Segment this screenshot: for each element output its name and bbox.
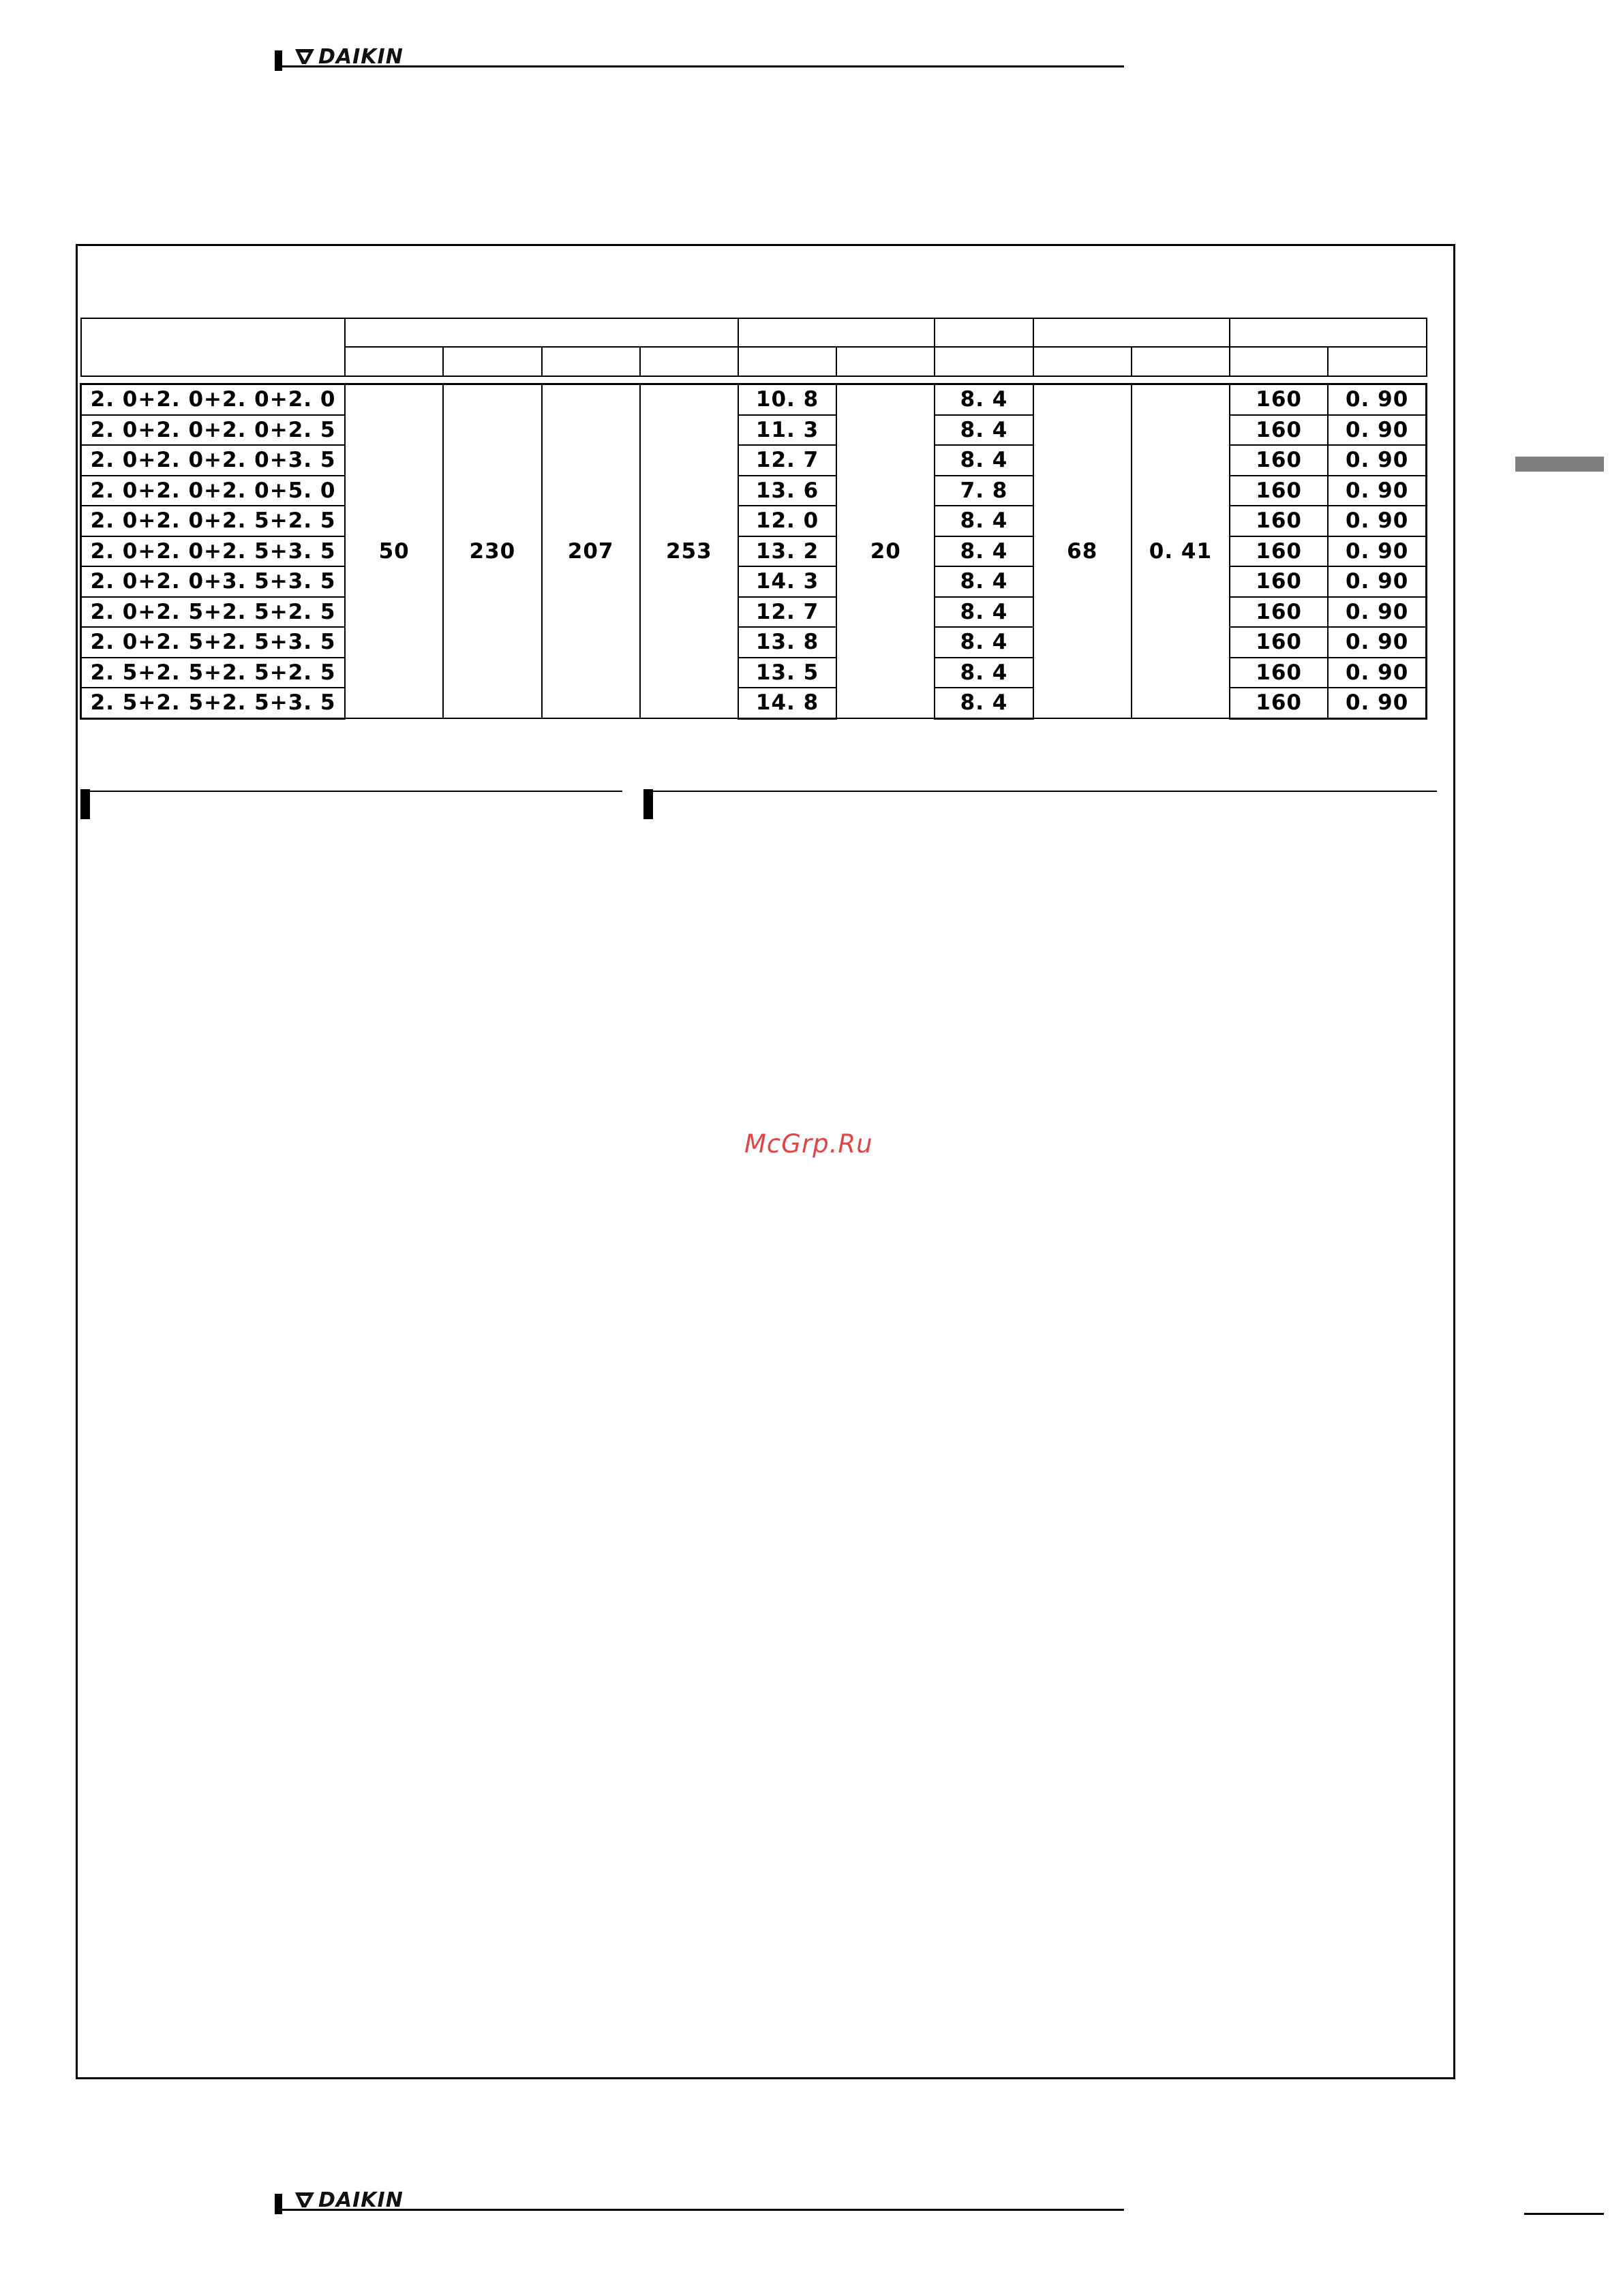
merged-value-68: 68 bbox=[1033, 384, 1132, 719]
value-cell: 160 bbox=[1230, 445, 1328, 476]
value-cell: 8. 4 bbox=[935, 445, 1033, 476]
combination-cell: 2. 0+2. 0+2. 0+2. 0 bbox=[81, 384, 346, 415]
merged-value-253: 253 bbox=[640, 384, 738, 719]
value-cell: 160 bbox=[1230, 384, 1328, 415]
value-cell: 8. 4 bbox=[935, 597, 1033, 628]
subheader-cell bbox=[1033, 347, 1132, 376]
combination-cell: 2. 0+2. 0+2. 0+5. 0 bbox=[81, 476, 346, 506]
section-index-tab bbox=[1515, 457, 1604, 472]
subheader-cell bbox=[738, 347, 836, 376]
subheader-cell bbox=[1132, 347, 1230, 376]
footer-brand-bar bbox=[275, 2186, 1124, 2211]
value-cell: 0. 90 bbox=[1328, 688, 1426, 718]
subheader-cell bbox=[443, 347, 541, 376]
value-cell: 14. 3 bbox=[738, 566, 836, 597]
value-cell: 0. 90 bbox=[1328, 627, 1426, 658]
left-section-marker bbox=[80, 789, 90, 819]
value-cell: 13. 8 bbox=[738, 627, 836, 658]
header-group-2 bbox=[738, 318, 935, 347]
combination-cell: 2. 0+2. 0+2. 5+2. 5 bbox=[81, 506, 346, 536]
value-cell: 160 bbox=[1230, 566, 1328, 597]
subheader-cell bbox=[542, 347, 640, 376]
value-cell: 8. 4 bbox=[935, 627, 1033, 658]
header-group-4 bbox=[1033, 318, 1230, 347]
combination-cell: 2. 0+2. 5+2. 5+3. 5 bbox=[81, 627, 346, 658]
combination-cell: 2. 0+2. 0+2. 5+3. 5 bbox=[81, 536, 346, 567]
value-cell: 12. 7 bbox=[738, 445, 836, 476]
value-cell: 8. 4 bbox=[935, 566, 1033, 597]
value-cell: 160 bbox=[1230, 536, 1328, 567]
merged-value-20: 20 bbox=[836, 384, 935, 719]
header-group-1 bbox=[345, 318, 738, 347]
value-cell: 160 bbox=[1230, 658, 1328, 688]
value-cell: 12. 7 bbox=[738, 597, 836, 628]
right-section-marker bbox=[643, 789, 653, 819]
value-cell: 0. 90 bbox=[1328, 536, 1426, 567]
value-cell: 0. 90 bbox=[1328, 658, 1426, 688]
page-corner-rule bbox=[1524, 2213, 1604, 2215]
footer-brand-mark bbox=[275, 2194, 282, 2214]
header-group-3 bbox=[935, 318, 1033, 347]
header-brand-name: DAIKIN bbox=[318, 45, 404, 69]
value-cell: 13. 5 bbox=[738, 658, 836, 688]
value-cell: 12. 0 bbox=[738, 506, 836, 536]
merged-value-50: 50 bbox=[345, 384, 443, 719]
value-cell: 13. 2 bbox=[738, 536, 836, 567]
subheader-cell bbox=[935, 347, 1033, 376]
value-cell: 0. 90 bbox=[1328, 476, 1426, 506]
daikin-logo-icon bbox=[294, 2191, 316, 2209]
combination-cell: 2. 5+2. 5+2. 5+2. 5 bbox=[81, 658, 346, 688]
subheader-cell bbox=[1328, 347, 1426, 376]
spec-table bbox=[80, 318, 1427, 720]
value-cell: 8. 4 bbox=[935, 415, 1033, 446]
value-cell: 160 bbox=[1230, 597, 1328, 628]
value-cell: 0. 90 bbox=[1328, 506, 1426, 536]
value-cell: 7. 8 bbox=[935, 476, 1033, 506]
table-header-row-1 bbox=[81, 318, 1427, 347]
value-cell: 160 bbox=[1230, 476, 1328, 506]
merged-value-207: 207 bbox=[542, 384, 640, 719]
watermark-text: McGrp.Ru bbox=[744, 1129, 873, 1159]
value-cell: 13. 6 bbox=[738, 476, 836, 506]
header-cell-combination bbox=[81, 318, 346, 376]
value-cell: 10. 8 bbox=[738, 384, 836, 415]
table-row bbox=[81, 384, 1427, 415]
value-cell: 0. 90 bbox=[1328, 384, 1426, 415]
value-cell: 8. 4 bbox=[935, 688, 1033, 718]
left-section-heading bbox=[80, 791, 622, 819]
value-cell: 160 bbox=[1230, 415, 1328, 446]
value-cell: 8. 4 bbox=[935, 506, 1033, 536]
header-brand-bar bbox=[275, 42, 1124, 67]
value-cell: 8. 4 bbox=[935, 536, 1033, 567]
combination-cell: 2. 0+2. 5+2. 5+2. 5 bbox=[81, 597, 346, 628]
value-cell: 11. 3 bbox=[738, 415, 836, 446]
subheader-cell bbox=[836, 347, 935, 376]
right-section-heading bbox=[643, 791, 1437, 819]
value-cell: 160 bbox=[1230, 506, 1328, 536]
table-gap-row bbox=[81, 376, 1427, 384]
footer-brand-name: DAIKIN bbox=[318, 2188, 404, 2212]
value-cell: 14. 8 bbox=[738, 688, 836, 718]
combination-cell: 2. 0+2. 0+2. 0+3. 5 bbox=[81, 445, 346, 476]
combination-cell: 2. 0+2. 0+2. 0+2. 5 bbox=[81, 415, 346, 446]
footer-daikin-logo bbox=[294, 2188, 404, 2213]
value-cell: 0. 90 bbox=[1328, 597, 1426, 628]
value-cell: 0. 90 bbox=[1328, 445, 1426, 476]
combination-cell: 2. 0+2. 0+3. 5+3. 5 bbox=[81, 566, 346, 597]
subheader-cell bbox=[640, 347, 738, 376]
value-cell: 160 bbox=[1230, 627, 1328, 658]
combination-cell: 2. 5+2. 5+2. 5+3. 5 bbox=[81, 688, 346, 718]
subheader-cell bbox=[345, 347, 443, 376]
daikin-logo-icon bbox=[294, 48, 316, 65]
value-cell: 8. 4 bbox=[935, 658, 1033, 688]
value-cell: 0. 90 bbox=[1328, 566, 1426, 597]
header-brand-mark bbox=[275, 50, 282, 71]
header-group-5 bbox=[1230, 318, 1426, 347]
subheader-cell bbox=[1230, 347, 1328, 376]
header-daikin-logo bbox=[294, 45, 404, 70]
merged-value-041: 0. 41 bbox=[1132, 384, 1230, 719]
merged-value-230: 230 bbox=[443, 384, 541, 719]
value-cell: 160 bbox=[1230, 688, 1328, 718]
value-cell: 0. 90 bbox=[1328, 415, 1426, 446]
value-cell: 8. 4 bbox=[935, 384, 1033, 415]
